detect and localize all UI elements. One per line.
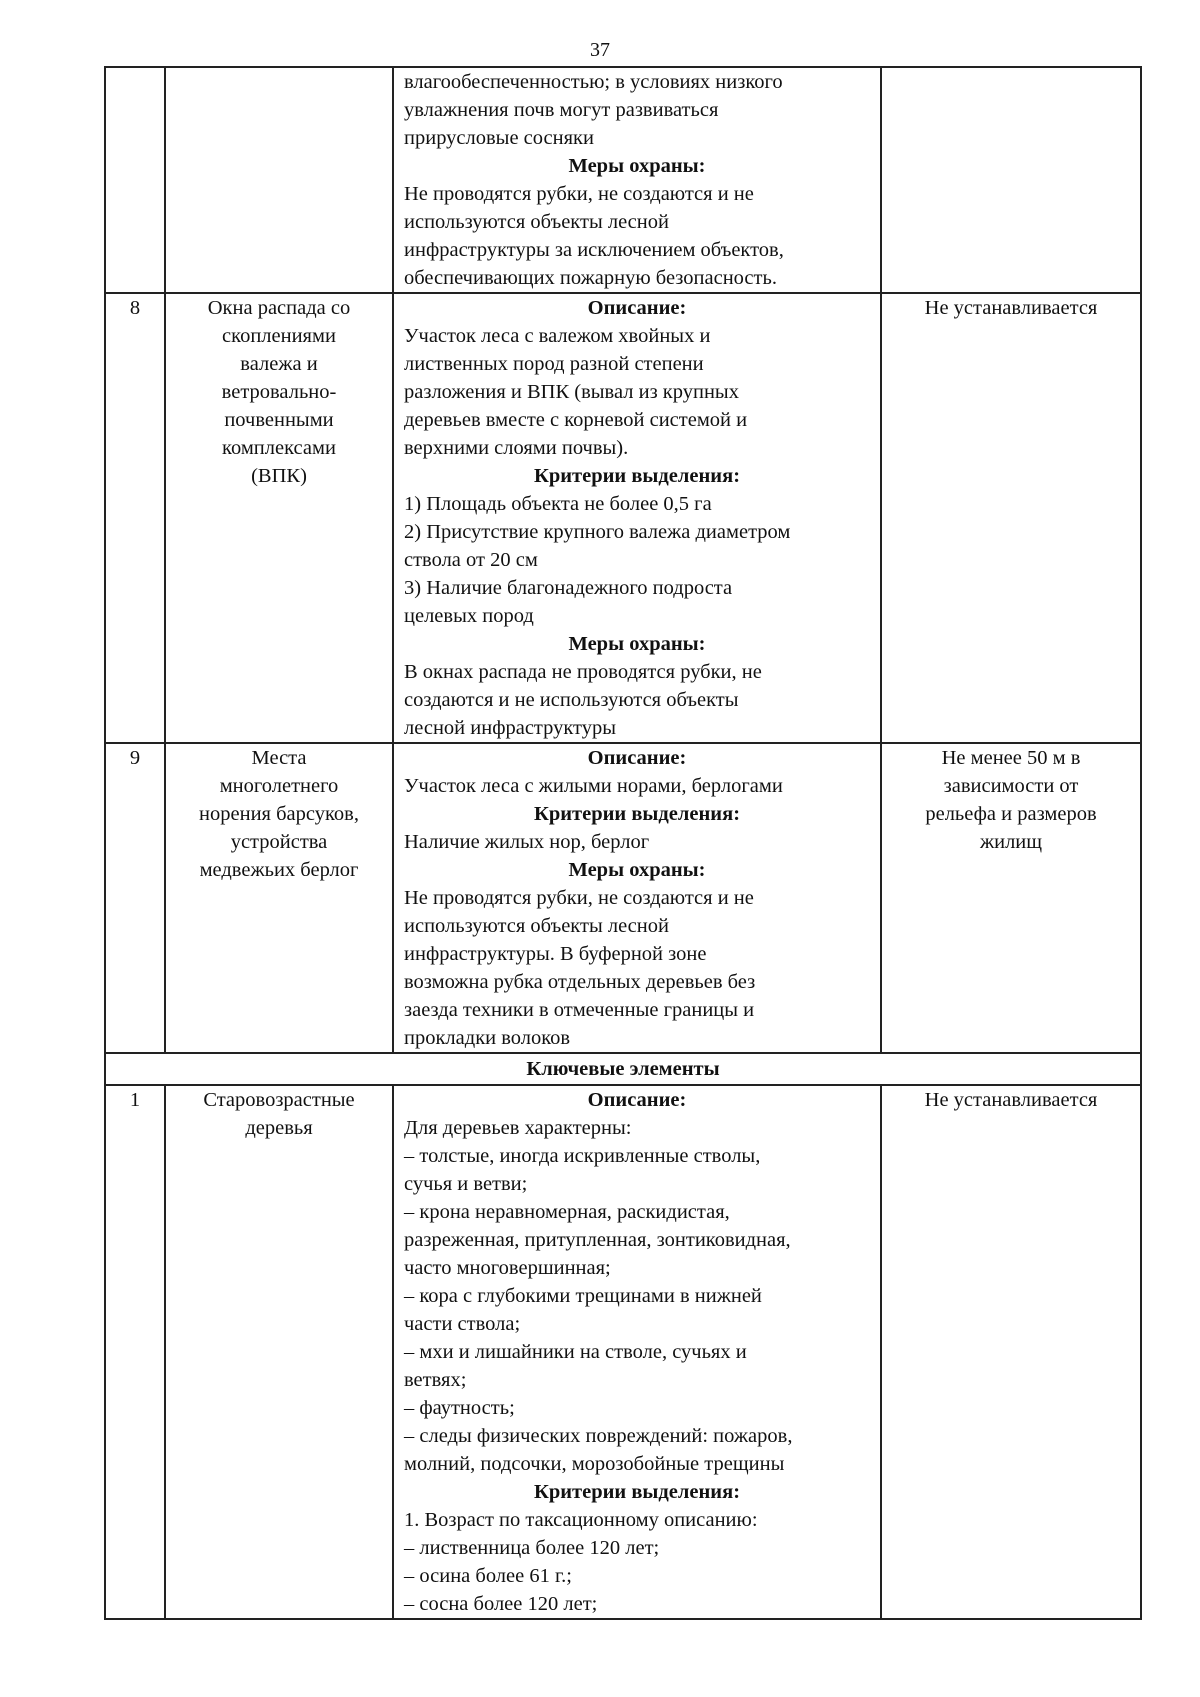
table-row: [105, 1085, 1141, 1619]
description-line: ствола от 20 см: [404, 549, 538, 571]
description-line: деревьев вместе с корневой системой и: [404, 409, 748, 431]
table-body: [105, 67, 1141, 1619]
object-name-line: норения барсуков,: [199, 803, 359, 825]
object-name-cell: [165, 67, 393, 293]
object-name-line: многолетнего: [219, 775, 339, 797]
table-row: [105, 743, 1141, 1053]
description-subheading: Меры охраны:: [568, 859, 706, 881]
row-number: 9: [105, 743, 165, 1053]
description-line: используются объекты лесной: [404, 915, 669, 937]
buffer-zone-line: жилищ: [979, 831, 1043, 853]
protection-table: [104, 66, 1142, 1620]
object-name-line: валежа и: [240, 353, 318, 375]
description-line: Не проводятся рубки, не создаются и не: [404, 887, 754, 909]
object-name-line: устройства: [230, 831, 328, 853]
page-number: 37: [590, 39, 610, 61]
description-cell: [393, 67, 881, 293]
description-line: разложения и ВПК (вывал из крупных: [404, 381, 739, 403]
description-line: – толстые, иногда искривленные стволы,: [404, 1145, 761, 1167]
description-line: прокладки волоков: [404, 1027, 571, 1049]
description-line: возможна рубка отдельных деревьев без: [404, 971, 756, 993]
object-name-line: медвежьих берлог: [199, 859, 359, 881]
buffer-zone-cell: [881, 293, 1141, 743]
object-name-cell: [165, 293, 393, 743]
description-line: Участок леса с жилыми норами, берлогами: [404, 775, 783, 797]
description-cell: [393, 293, 881, 743]
description-subheading: Критерии выделения:: [533, 1481, 741, 1503]
buffer-zone-line: Не устанавливается: [924, 1089, 1098, 1111]
buffer-zone-cell: [881, 67, 1141, 293]
object-name-line: Старовозрастные: [203, 1089, 355, 1111]
row-number: [105, 67, 165, 293]
description-line: сучья и ветви;: [404, 1173, 528, 1195]
description-line: части ствола;: [404, 1313, 521, 1335]
description-line: – осина более 61 г.;: [404, 1565, 572, 1587]
description-line: лесной инфраструктуры: [404, 717, 617, 739]
description-line: создаются и не используются объекты: [404, 689, 739, 711]
buffer-zone-line: Не менее 50 м в: [941, 747, 1081, 769]
description-line: увлажнения почв могут развиваться: [404, 99, 719, 121]
description-line: целевых пород: [404, 605, 534, 627]
description-line: верхними слоями почвы).: [404, 437, 629, 459]
description-line: 3) Наличие благонадежного подроста: [404, 577, 733, 599]
description-line: – лиственница более 120 лет;: [404, 1537, 660, 1559]
object-name-line: почвенными: [224, 409, 334, 431]
object-name-line: деревья: [245, 1117, 313, 1139]
description-line: – фаутность;: [404, 1397, 515, 1419]
description-subheading: Описание:: [587, 297, 687, 319]
object-name-line: комплексами: [222, 437, 336, 459]
description-subheading: Меры охраны:: [568, 155, 706, 177]
buffer-zone-line: зависимости от: [943, 775, 1079, 797]
buffer-zone-line: Не устанавливается: [924, 297, 1098, 319]
description-line: прирусловые сосняки: [404, 127, 594, 149]
description-line: – сосна более 120 лет;: [404, 1593, 598, 1615]
table-row: [105, 67, 1141, 293]
buffer-zone-cell: [881, 1085, 1141, 1619]
description-line: В окнах распада не проводятся рубки, не: [404, 661, 762, 683]
row-number: 1: [105, 1085, 165, 1619]
description-subheading: Критерии выделения:: [533, 465, 741, 487]
buffer-zone-cell: [881, 743, 1141, 1053]
description-line: – кора с глубокими трещинами в нижней: [404, 1285, 762, 1307]
description-line: обеспечивающих пожарную безопасность.: [404, 267, 777, 289]
description-line: часто многовершинная;: [404, 1257, 611, 1279]
description-line: 1) Площадь объекта не более 0,5 га: [404, 493, 712, 515]
description-line: Наличие жилых нор, берлог: [404, 831, 650, 853]
description-line: используются объекты лесной: [404, 211, 669, 233]
section-heading: Ключевые элементы: [105, 1053, 1141, 1085]
description-line: – мхи и лишайники на стволе, сучьях и: [404, 1341, 747, 1363]
description-line: Не проводятся рубки, не создаются и не: [404, 183, 754, 205]
object-name-line: скоплениями: [222, 325, 336, 347]
description-line: инфраструктуры. В буферной зоне: [404, 943, 707, 965]
section-row: [105, 1053, 1141, 1085]
description-subheading: Описание:: [587, 1089, 687, 1111]
table-row: [105, 293, 1141, 743]
description-cell: [393, 743, 881, 1053]
description-line: – крона неравномерная, раскидистая,: [404, 1201, 730, 1223]
description-line: 1. Возраст по таксационному описанию:: [404, 1509, 758, 1531]
description-subheading: Описание:: [587, 747, 687, 769]
object-name-line: Места: [251, 747, 307, 769]
object-name-line: ветровально-: [221, 381, 337, 403]
description-subheading: Меры охраны:: [568, 633, 706, 655]
buffer-zone-line: рельефа и размеров: [925, 803, 1097, 825]
description-line: ветвях;: [404, 1369, 467, 1391]
description-line: Для деревьев характерны:: [404, 1117, 632, 1139]
description-line: молний, подсочки, морозобойные трещины: [404, 1453, 785, 1475]
description-line: Участок леса с валежом хвойных и: [404, 325, 711, 347]
object-name-line: (ВПК): [251, 465, 307, 487]
object-name-line: Окна распада со: [207, 297, 351, 319]
description-line: лиственных пород разной степени: [404, 353, 704, 375]
description-cell: [393, 1085, 881, 1619]
description-line: инфраструктуры за исключением объектов,: [404, 239, 784, 261]
description-line: разреженная, притупленная, зонтиковидная,: [404, 1229, 791, 1251]
object-name-cell: [165, 743, 393, 1053]
description-line: 2) Присутствие крупного валежа диаметром: [404, 521, 791, 543]
row-number: 8: [105, 293, 165, 743]
description-line: – следы физических повреждений: пожаров,: [404, 1425, 793, 1447]
description-line: заезда техники в отмеченные границы и: [404, 999, 755, 1021]
description-subheading: Критерии выделения:: [533, 803, 741, 825]
object-name-cell: [165, 1085, 393, 1619]
description-line: влагообеспеченностью; в условиях низкого: [404, 71, 783, 93]
